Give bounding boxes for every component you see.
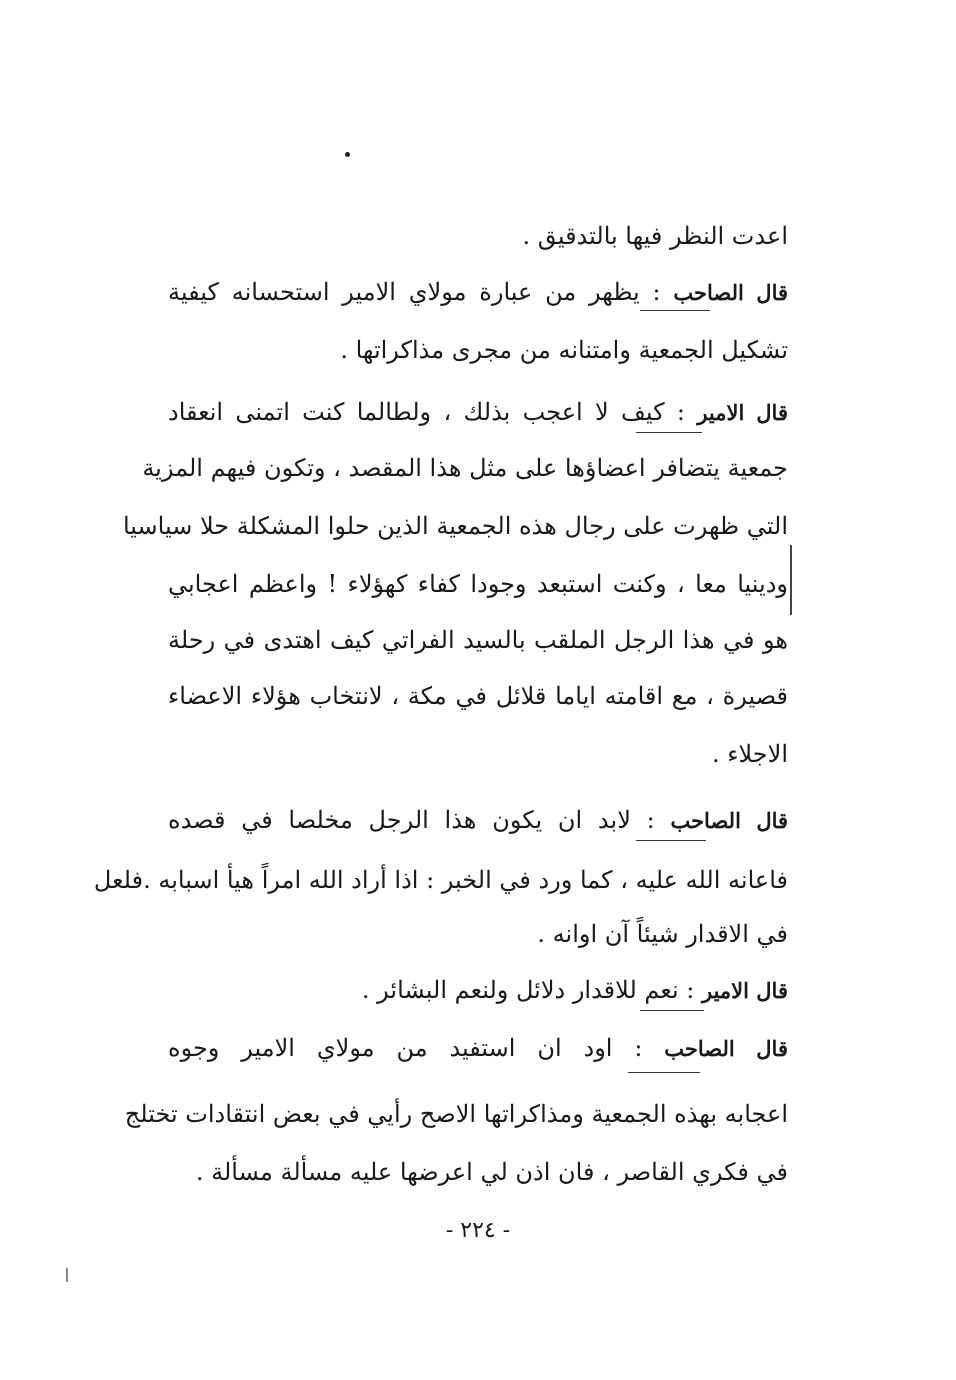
line-text: : نعم للاقدار دلائل ولنعم البشائر . xyxy=(361,976,702,1004)
text-line xyxy=(168,732,788,776)
speaker-label: قال الصاحب xyxy=(670,808,789,833)
speaker-label: قال الصاحب xyxy=(664,1036,788,1061)
line-text: اعجابه بهذه الجمعية ومذاكراتها الاصح رأيي في بعض انتقادات تختلج xyxy=(124,1100,788,1128)
text-line xyxy=(168,912,788,956)
text-line xyxy=(168,618,788,662)
line-text: في الاقدار شيئاً آن اوانه . xyxy=(537,920,788,948)
speaker-label: قال الامير xyxy=(697,400,788,425)
text-line xyxy=(168,968,788,1012)
line-text: : كيف لا اعجب بذلك ، ولطالما كنت اتمنى انعقاد xyxy=(168,398,698,426)
ink-speck xyxy=(345,152,350,157)
page-number: - ٢٢٤ - xyxy=(445,1218,511,1243)
line-text: : يظهر من عبارة مولاي الامير استحسانه كيفية xyxy=(168,278,674,306)
text-line xyxy=(168,390,788,434)
text-line xyxy=(168,798,788,842)
line-text: التي ظهرت على رجال هذه الجمعية الذين حلوا المشكلة حلا سياسيا xyxy=(122,512,788,540)
text-line xyxy=(168,1026,788,1070)
speaker-underline xyxy=(640,310,710,311)
speaker-underline xyxy=(640,1010,704,1011)
speaker-underline xyxy=(628,1072,700,1073)
speaker-label: قال الصاحب xyxy=(673,280,789,305)
text-line xyxy=(93,858,788,902)
line-text: اعدت النظر فيها بالتدقيق . xyxy=(522,222,788,250)
text-line xyxy=(142,446,788,490)
text-line xyxy=(168,674,788,718)
text-line xyxy=(168,328,788,372)
line-text: : اود ان استفيد من مولاي الامير وجوه xyxy=(168,1034,665,1062)
line-text: فاعانه الله عليه ، كما ورد في الخبر : اذا أراد الله امراً هيأ اسبابه .فلعل xyxy=(93,866,788,894)
line-text: الاجلاء . xyxy=(711,740,788,768)
text-line xyxy=(124,1092,788,1136)
margin-mark xyxy=(66,1268,68,1282)
line-text: : لابد ان يكون هذا الرجل مخلصا في قصده xyxy=(168,806,671,834)
line-text: في فكري القاصر ، فان اذن لي اعرضها عليه مسألة مسألة . xyxy=(195,1158,788,1186)
text-line xyxy=(122,504,788,548)
margin-bar xyxy=(790,545,792,615)
text-line xyxy=(168,562,788,606)
text-line xyxy=(168,1150,788,1194)
speaker-label: قال الامير xyxy=(702,978,788,1003)
text-line xyxy=(168,270,788,314)
line-text: ودينيا معا ، وكنت استبعد وجودا كفاء كهؤلاء ! واعظم اعجابي xyxy=(168,570,788,598)
line-text: جمعية يتضافر اعضاؤها على مثل هذا المقصد ، وتكون فيهم المزية xyxy=(142,454,788,482)
speaker-underline xyxy=(636,840,706,841)
line-text: قصيرة ، مع اقامته اياما قلائل في مكة ، لانتخاب هؤلاء الاعضاء xyxy=(168,682,788,710)
line-text: هو في هذا الرجل الملقب بالسيد الفراتي كيف اهتدى في رحلة xyxy=(168,626,788,654)
speaker-underline xyxy=(636,432,702,433)
line-text: تشكيل الجمعية وامتنانه من مجرى مذاكراتها . xyxy=(340,336,788,364)
text-line xyxy=(168,214,788,258)
